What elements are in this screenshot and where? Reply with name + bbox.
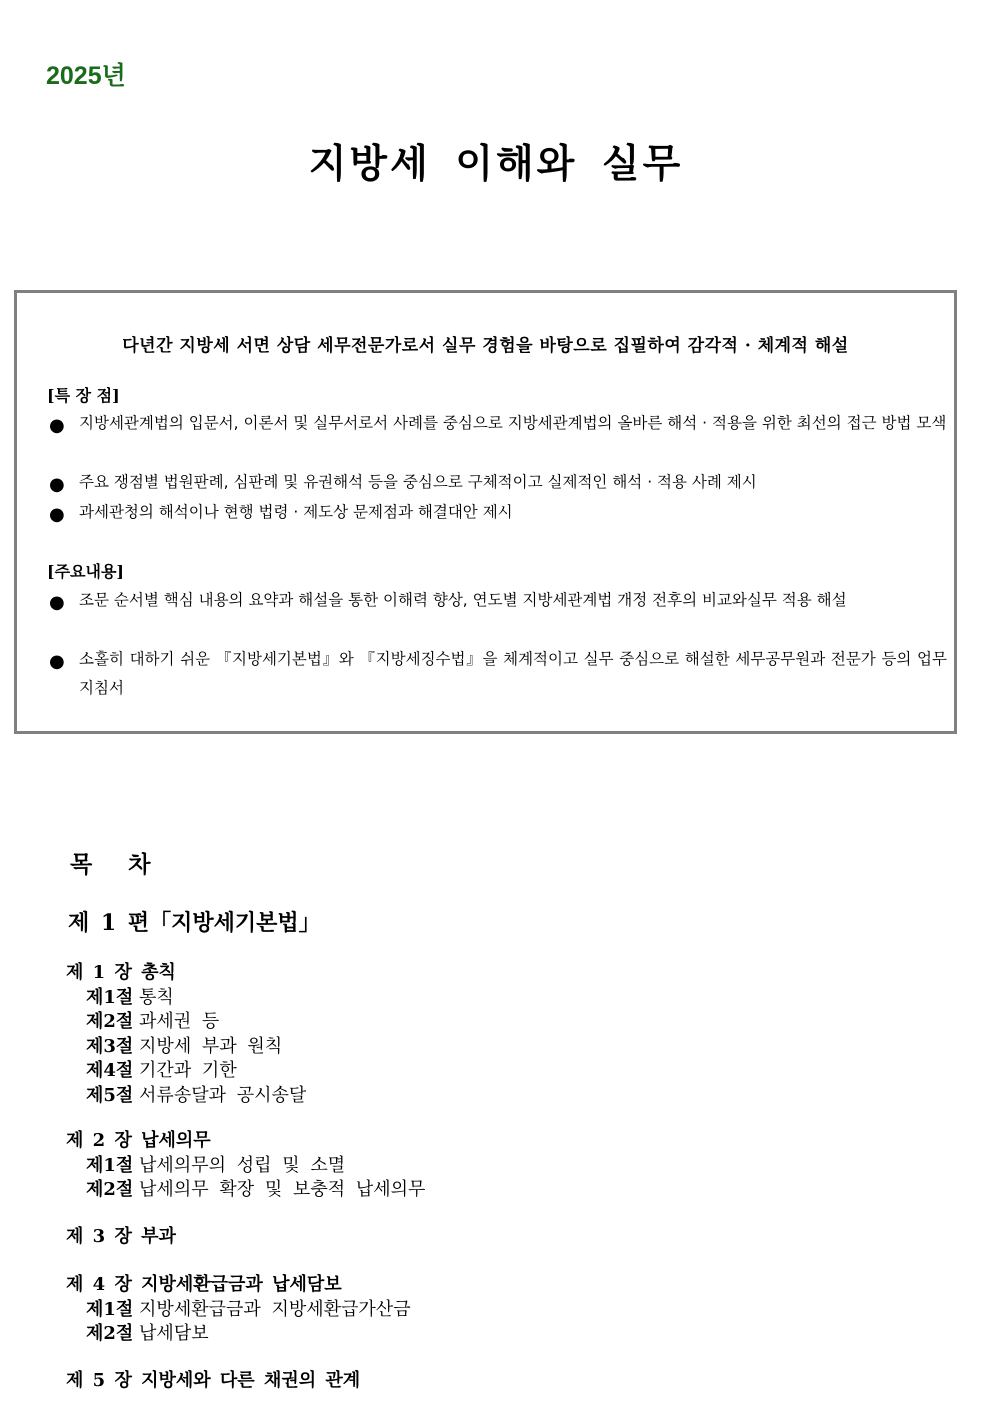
content-item bbox=[49, 645, 947, 703]
section-number: 제1절 bbox=[86, 986, 134, 1008]
toc-chapter bbox=[66, 1369, 360, 1394]
content-item-text: 조문 순서별 핵심 내용의 요약과 해설을 통한 이해력 향상, 연도별 지방세관계법 개정 전후의 비교와실무 적용 해설 bbox=[79, 591, 847, 609]
features-heading: [특 장 점] bbox=[47, 386, 120, 405]
bullet-icon: ● bbox=[49, 504, 65, 525]
content-item-text: 소홀히 대하기 쉬운 『지방세기본법』와 『지방세징수법』을 체계적이고 실무 중심으로 해설한 세무공무원과 전문가 등의 업무지침서 bbox=[79, 650, 947, 697]
summary-box bbox=[14, 290, 957, 734]
chapter-title: 제 2 장 납세의무 bbox=[66, 1130, 211, 1151]
toc-section bbox=[66, 1010, 306, 1035]
section-name: 과세권 등 bbox=[139, 1011, 220, 1032]
toc-section bbox=[66, 1178, 425, 1203]
bullet-icon: ● bbox=[49, 415, 65, 436]
summary-headline: 다년간 지방세 서면 상담 세무전문가로서 실무 경험을 바탕으로 집필하여 감각적 · 체계적 해설 bbox=[122, 336, 849, 356]
section-number: 제1절 bbox=[86, 1298, 134, 1320]
section-name: 지방세 부과 원칙 bbox=[139, 1035, 283, 1057]
content-item bbox=[49, 586, 947, 615]
chapter-title: 제 4 장 지방세환급금과 납세담보 bbox=[66, 1274, 342, 1295]
toc-chapter bbox=[66, 1129, 425, 1203]
toc-chapter bbox=[66, 1273, 411, 1347]
feature-item-text: 지방세관계법의 입문서, 이론서 및 실무서로서 사례를 중심으로 지방세관계법의 올바른 해석 · 적용을 위한 최선의 접근 방법 모색 bbox=[79, 414, 947, 432]
section-number: 제4절 bbox=[86, 1060, 134, 1081]
section-name: 납세의무의 성립 및 소멸 bbox=[139, 1154, 346, 1176]
bullet-icon: ● bbox=[49, 474, 65, 495]
toc-chapter bbox=[66, 961, 306, 1108]
toc-section bbox=[66, 1322, 411, 1347]
part-title: 제 1 편「지방세기본법」 bbox=[68, 910, 321, 936]
toc-section bbox=[66, 986, 306, 1011]
toc-chapter bbox=[66, 1225, 176, 1250]
toc-heading: 목 차 bbox=[70, 851, 165, 878]
bullet-icon: ● bbox=[49, 651, 65, 672]
chapter-title: 제 5 장 지방세와 다른 채권의 관계 bbox=[66, 1370, 361, 1391]
section-number: 제2절 bbox=[86, 1011, 134, 1032]
section-name: 지방세환급금과 지방세환급가산금 bbox=[139, 1298, 411, 1320]
document-title: 지방세 이해와 실무 bbox=[308, 142, 684, 187]
chapter-title: 제 3 장 부과 bbox=[66, 1226, 176, 1247]
feature-item bbox=[49, 498, 947, 527]
toc-section bbox=[66, 1059, 306, 1084]
contents-heading: [주요내용] bbox=[47, 562, 124, 581]
feature-item-text: 과세관청의 해석이나 현행 법령 · 제도상 문제점과 해결대안 제시 bbox=[79, 503, 513, 521]
toc-section bbox=[66, 1084, 306, 1109]
section-name: 납세의무 확장 및 보충적 납세의무 bbox=[139, 1179, 426, 1200]
toc-section bbox=[66, 1035, 306, 1060]
section-name: 기간과 기한 bbox=[139, 1060, 237, 1081]
toc-section bbox=[66, 1298, 411, 1323]
feature-item bbox=[49, 468, 947, 497]
section-number: 제2절 bbox=[86, 1179, 134, 1200]
section-number: 제5절 bbox=[86, 1084, 134, 1106]
year-label: 2025년 bbox=[46, 62, 126, 90]
feature-item bbox=[49, 409, 947, 438]
feature-item-text: 주요 쟁점별 법원판례, 심판례 및 유권해석 등을 중심으로 구체적이고 실제적인 해석 · 적용 사례 제시 bbox=[79, 473, 757, 491]
toc-section bbox=[66, 1154, 425, 1179]
chapter-title: 제 1 장 총칙 bbox=[66, 962, 176, 983]
section-number: 제3절 bbox=[86, 1035, 134, 1057]
section-name: 통칙 bbox=[139, 986, 174, 1008]
section-number: 제1절 bbox=[86, 1154, 134, 1176]
section-name: 납세담보 bbox=[139, 1323, 209, 1344]
bullet-icon: ● bbox=[49, 592, 65, 613]
section-name: 서류송달과 공시송달 bbox=[139, 1084, 307, 1106]
section-number: 제2절 bbox=[86, 1323, 134, 1344]
